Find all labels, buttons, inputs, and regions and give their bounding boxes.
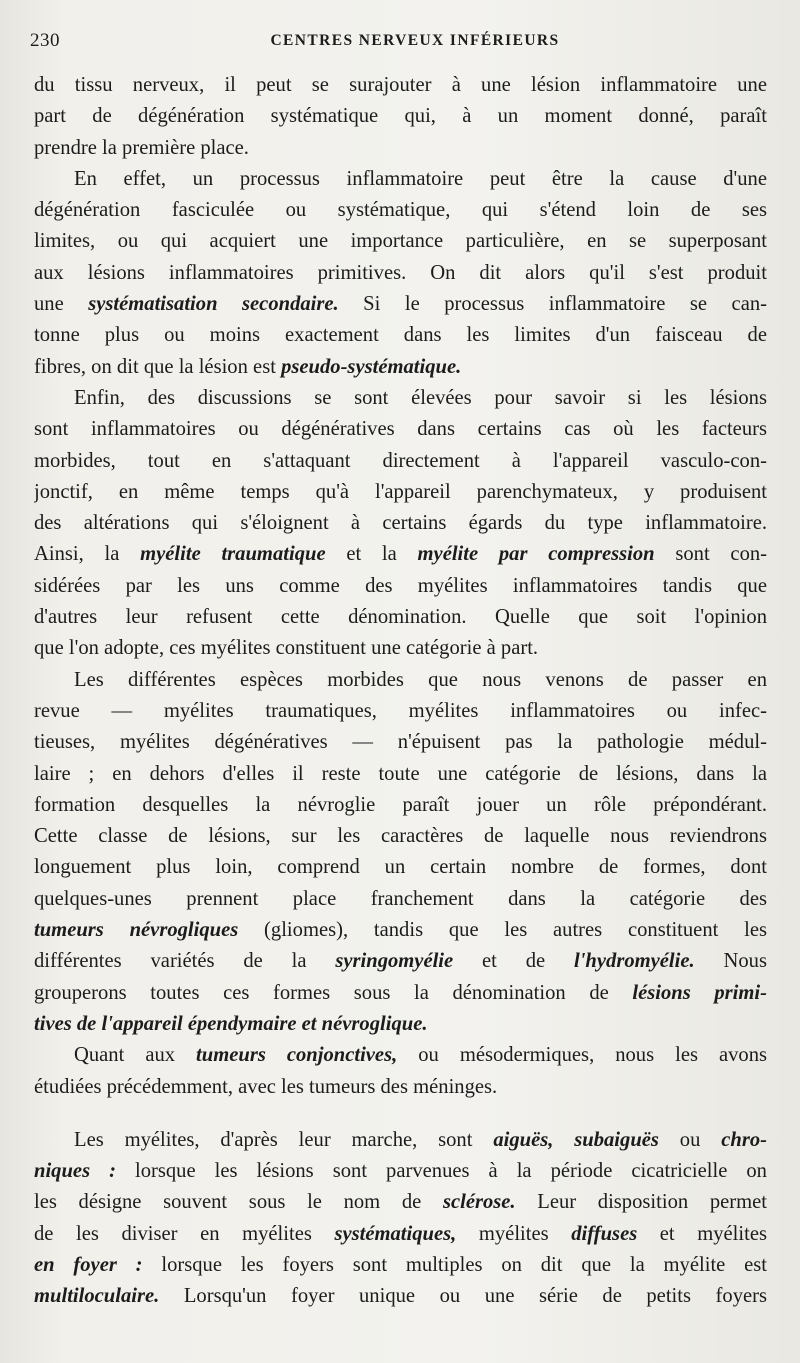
text-line [34, 477, 767, 508]
text-line [34, 1281, 767, 1312]
text-run: et myélites [637, 1222, 767, 1245]
text-run: de les diviser en myélites [34, 1222, 335, 1245]
text-line [34, 915, 767, 946]
text-run: limites, ou qui acquiert une importance particulière, en se superposant [34, 230, 767, 253]
text-line [34, 1156, 767, 1187]
text-run: d'autres leur refusent cette dénomination. Quelle que soit l'opinion [34, 606, 767, 629]
text-line [34, 226, 767, 257]
text-line [34, 414, 767, 445]
italic-term: niques : [34, 1160, 116, 1183]
text-line [34, 946, 767, 977]
text-run: grouperons toutes ces formes sous la dénomination de [34, 981, 633, 1004]
text-line [34, 790, 767, 821]
text-line [34, 759, 767, 790]
text-run: sidérées par les uns comme des myélites inflammatoires tandis que [34, 574, 767, 597]
text-line [34, 1187, 767, 1218]
text-line [34, 1009, 767, 1040]
text-line [34, 1219, 767, 1250]
text-run: différentes variétés de la [34, 950, 336, 973]
italic-term: systématiques, [334, 1222, 457, 1245]
text-run: Nous [694, 950, 767, 973]
text-run: quelques-unes prennent place franchement dans la catégorie des [34, 887, 767, 910]
text-run: (gliomes), tandis que les autres constituent les [238, 919, 767, 942]
italic-term: lésions primi- [632, 981, 767, 1004]
text-run: formation desquelles la névroglie paraît jouer un rôle prépondérant. [34, 793, 767, 816]
text-line [34, 508, 767, 539]
text-line [34, 101, 767, 132]
text-line [34, 446, 767, 477]
italic-term: en foyer : [34, 1253, 143, 1276]
text-line [34, 571, 767, 602]
text-run: Les différentes espèces morbides que nous venons de passer en [74, 668, 767, 691]
text-run: jonctif, en même temps qu'à l'appareil parenchymateux, y produisent [34, 480, 767, 503]
text-run: Cette classe de lésions, sur les caractères de laquelle nous reviendrons [34, 825, 767, 848]
italic-term: myélite par compression [417, 543, 655, 566]
italic-term: tumeurs névrogliques [34, 919, 239, 942]
italic-term: tumeurs conjonctives, [196, 1044, 398, 1067]
text-run: En effet, un processus inflammatoire peut être la cause d'une [74, 167, 767, 190]
body-text [34, 70, 767, 1313]
text-run: lorsque les foyers sont multiples on dit que la myélite est [142, 1253, 767, 1276]
text-line [34, 821, 767, 852]
italic-term: diffuses [571, 1222, 638, 1245]
text-run: Leur disposition permet [515, 1191, 767, 1214]
text-run: une [34, 293, 89, 316]
text-line [34, 852, 767, 883]
text-line [34, 727, 767, 758]
text-run: laire ; en dehors d'elles il reste toute une catégorie de lésions, dans la [34, 762, 767, 785]
text-run: les désigne souvent sous le nom de [34, 1191, 443, 1214]
text-run: dégénération fasciculée ou systématique, qui s'étend loin de ses [34, 199, 767, 222]
text-run: Les myélites, d'après leur marche, sont [74, 1128, 494, 1151]
text-run: morbides, tout en s'attaquant directement à l'appareil vasculo-con- [34, 449, 767, 472]
text-line [34, 978, 767, 1009]
text-run: Si le processus inflammatoire se can- [338, 293, 767, 316]
text-line [34, 1250, 767, 1281]
text-line [34, 539, 767, 570]
text-line [34, 320, 767, 351]
text-line [34, 633, 767, 664]
text-run: tonne plus ou moins exactement dans les limites d'un faisceau de [34, 324, 767, 347]
italic-term: myélite traumatique [140, 543, 326, 566]
text-run: que l'on adopte, ces myélites constituent une catégorie à part. [34, 637, 539, 660]
text-run: tieuses, myélites dégénératives — n'épuisent pas la pathologie médul- [34, 731, 767, 754]
text-run: et la [325, 543, 418, 566]
text-run: Lorsqu'un foyer unique ou une série de petits foyers [159, 1285, 767, 1308]
italic-term: l'hydromyélie. [573, 950, 695, 973]
page-header [30, 30, 770, 58]
text-run: ou mésodermiques, nous les avons [397, 1044, 767, 1067]
text-run: Quant aux [74, 1044, 197, 1067]
text-line [34, 1125, 767, 1156]
text-line [34, 602, 767, 633]
text-line [34, 258, 767, 289]
text-run: Enfin, des discussions se sont élevées pour savoir si les lésions [74, 386, 767, 409]
text-run: sont con- [654, 543, 767, 566]
italic-term: systématisation secondaire. [88, 293, 339, 316]
text-line [34, 383, 767, 414]
text-line [34, 352, 767, 383]
text-line [34, 133, 767, 164]
text-line [34, 1040, 767, 1071]
text-run: part de dégénération systématique qui, à un moment donné, paraît [34, 105, 767, 128]
text-line [34, 884, 767, 915]
text-run: des altérations qui s'éloignent à certains égards du type inflammatoire. [34, 512, 767, 535]
text-run: fibres, on dit que la lésion est [34, 355, 282, 378]
page-number: 230 [30, 30, 60, 51]
text-run: prendre la première place. [34, 136, 249, 159]
italic-term: syringomyélie [335, 950, 454, 973]
italic-term: aiguës, subaiguës [493, 1128, 659, 1151]
italic-term: tives de l'appareil épendymaire et névroglique. [34, 1012, 428, 1035]
text-run: lorsque les lésions sont parvenues à la période cicatricielle on [115, 1160, 767, 1183]
text-line [34, 696, 767, 727]
text-line [34, 164, 767, 195]
text-line [34, 1072, 767, 1103]
text-run: longuement plus loin, comprend un certain nombre de formes, dont [34, 856, 767, 879]
text-run: revue — myélites traumatiques, myélites inflammatoires ou infec- [34, 699, 767, 722]
text-run: et de [453, 950, 574, 973]
text-run: ou [658, 1128, 722, 1151]
running-title: CENTRES NERVEUX INFÉRIEURS [270, 32, 560, 49]
text-run: étudiées précédemment, avec les tumeurs des méninges. [34, 1075, 498, 1098]
italic-term: multiloculaire. [34, 1285, 160, 1308]
text-run: aux lésions inflammatoires primitives. On dit alors qu'il s'est produit [34, 261, 767, 284]
text-run: du tissu nerveux, il peut se surajouter à une lésion inflammatoire une [34, 74, 767, 96]
text-run: sont inflammatoires ou dégénératives dans certains cas où les facteurs [34, 418, 767, 441]
text-line [34, 289, 767, 320]
text-run: Ainsi, la [34, 543, 141, 566]
text-line [34, 665, 767, 696]
italic-term: sclérose. [442, 1191, 516, 1214]
italic-term: chro- [721, 1128, 767, 1151]
text-line [34, 195, 767, 226]
italic-term: pseudo-systématique. [281, 355, 462, 378]
text-run: myélites [456, 1222, 572, 1245]
text-line [34, 70, 767, 101]
